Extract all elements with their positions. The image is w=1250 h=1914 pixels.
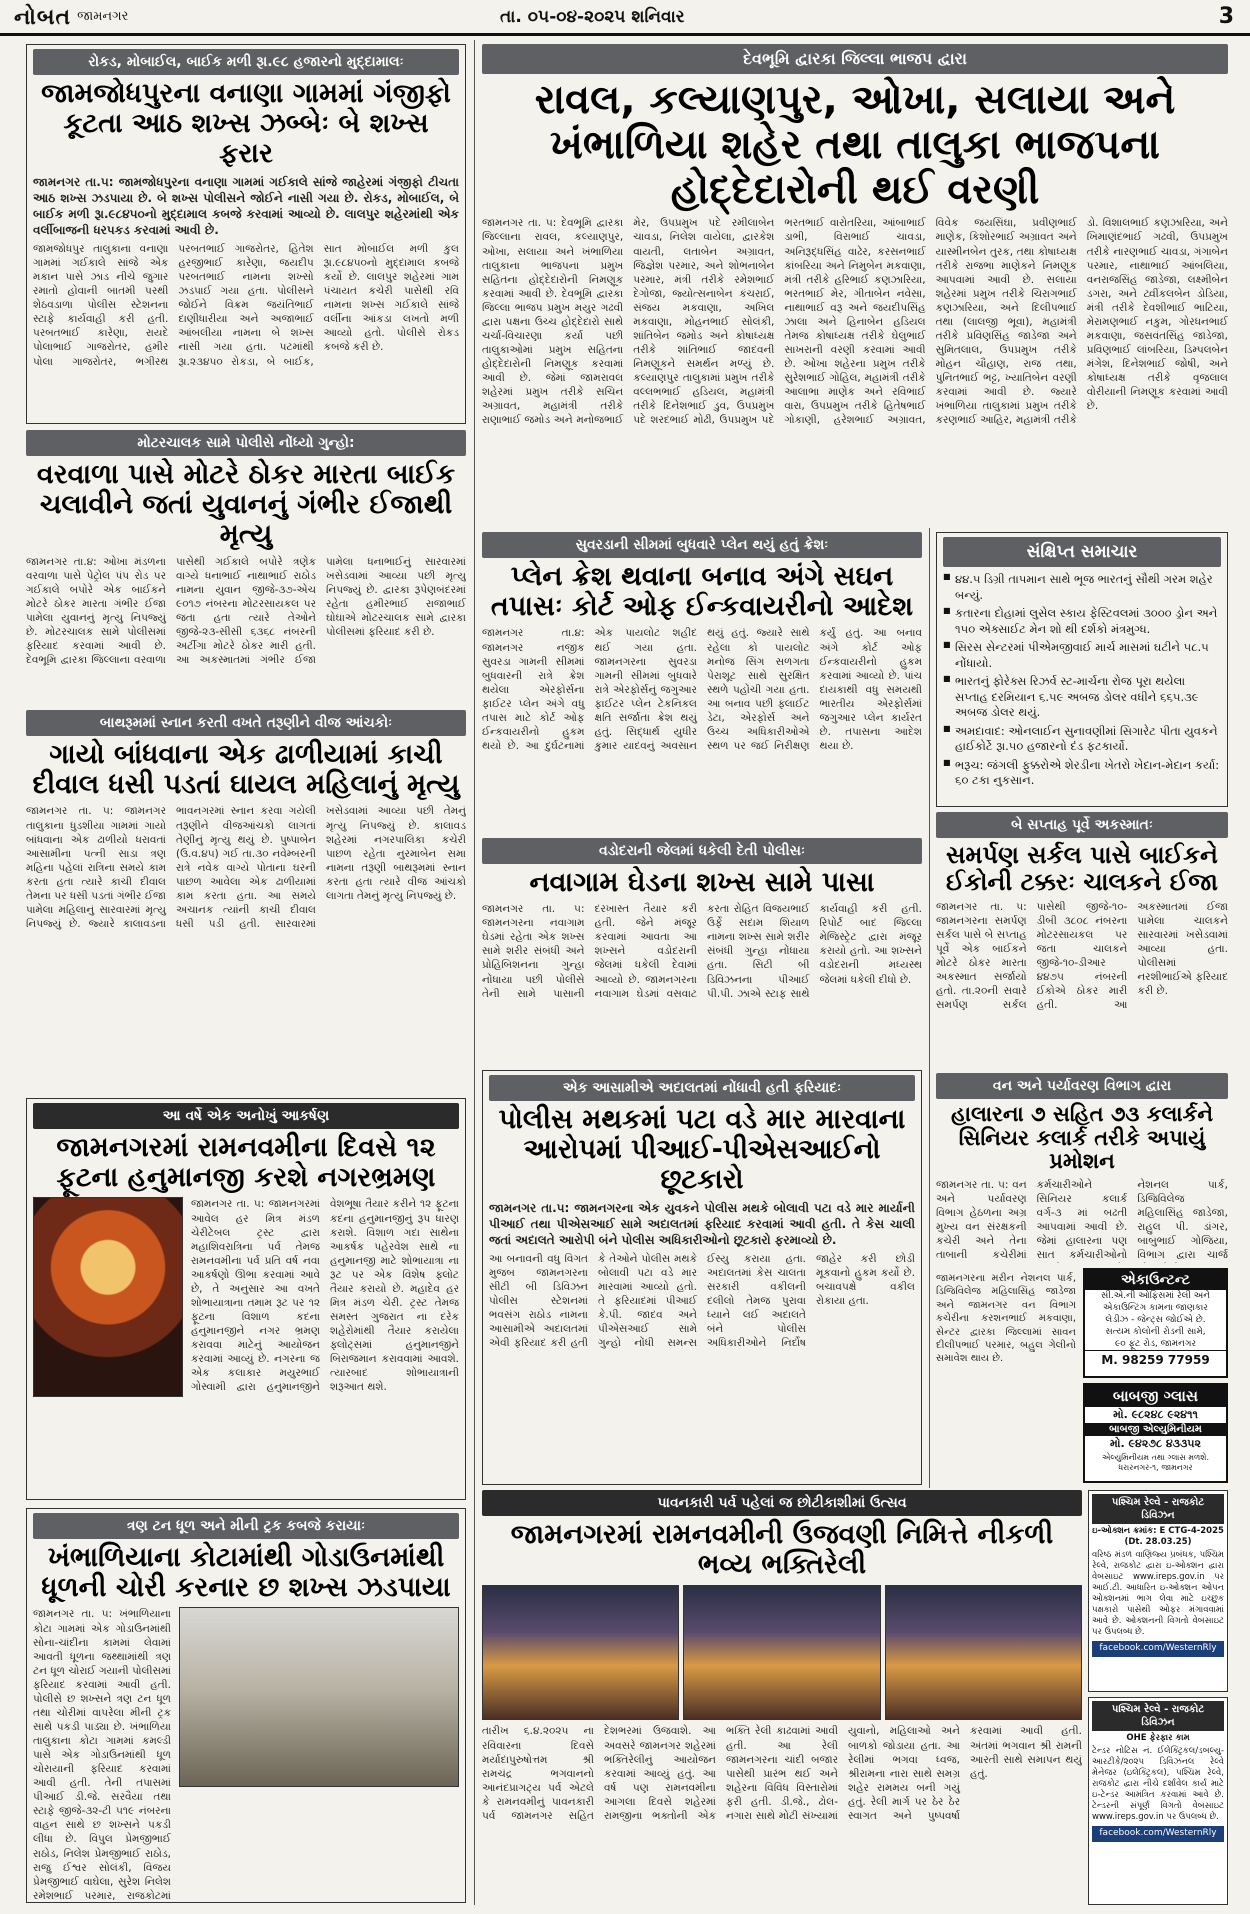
article-samarpan [936, 812, 1228, 1067]
article-headline: રાવલ, કલ્યાણપુર, ઓખા, સલાયા અને ખંભાળિયા શહેર તથા તાલુકા ભાજપના હોદ્દેદારોની થઈ વરણી [534, 77, 1176, 213]
briefs-kicker: સંક્ષિપ્ત સમાચાર [943, 537, 1221, 567]
article-kicker: આ વર્ષે એક અનોખું આકર્ષણ [33, 1103, 459, 1129]
accused-group-photo [179, 1607, 459, 1787]
article-kicker: પાવનકારી પર્વ પહેલાં જ છોટીકાશીમાં ઉત્સવ [482, 1490, 1082, 1516]
article-kicker: બે સપ્તાહ પૂર્વે અકસ્માતઃ [936, 812, 1228, 838]
ad-title: બાબજી ગ્લાસ [1085, 1385, 1226, 1407]
brief-item: ■ ૪૪.૫ ડિગ્રી તાપમાન સાથે ભૂજ ભારતનું સૌથી ગરમ શહેર બન્યું. [943, 572, 1221, 603]
article-body: જામજોધપુર તાલુકાના વનાણા ગામમાં ગઈકાલે સાંજે એક મકાન પાસે ઝાડ નીચે જુગાર રમાતો હોવાની બાતમી પરથી શેઠવડાળા પોલીસ સ્ટેશનના સ્ટાફે કાર્યવાહી કરી હતી. પરબતભાઈ કારેણા, રાયદે પોલાભાઈ ગાજરોતર, હમીર પોલા ગાજરોતર, ભગીરથ પરબતભાઈ ગાજરોતર, હિતેશ હરજીભાઈ કારેણા, જયદીપ પરબતભાઈ નામના શખ્સો ઝડપાઈ ગયા હતા. પોલીસને જોઈને વિક્રમ જયંતિભાઈ દાણીધારીયા અને અજાભાઈ આંબલીયા નામના બે શખ્સ નાસી ગયા હતા. પટમાંથી રૂા.૨૩૪૫૦ રોકડા, બે બાઈક, સાત મોબાઈલ મળી કુલ રૂા.૯૮૪૫૦નો મુદ્દામાલ કબજે કર્યો છે. લાલપુર શહેરમાં ગામ પંચાયત કચેરી પાસેથી રવિ નામના શખ્સ ગઈકાલે સાંજે વર્લીના આંકડા લખતો મળી આવ્યો હતો. પોલીસે રોકડ કબજે કરી છે. [33, 243, 459, 368]
rally-photo-1 [482, 1585, 679, 1720]
article-body: જામનગર તા. ૫: વન અને પર્યાવરણ વિભાગ હેઠળના અગ્ર મુખ્ય વન સંરક્ષકની કચેરી અને તેના તાબાની કચેરીમાં કર્મચારીઓને સિનિયર કલાર્ક વર્ગ-૩ માં બઢતી આપવામાં આવી છે. જેમાં હાલારના પણ સાત કર્મચારીઓનો નેશનલ પાર્ક, ડિજિવિલેજ મહિલાસિંહ જાડેજા, રાહુલ પી. ડાંગર, બાબુભાઈ ગોજિયા, વિભાગ દ્વારા ચાર્જ [936, 1178, 1228, 1261]
hanuman-photo [33, 1197, 183, 1397]
railway-notice-1 [1088, 1490, 1228, 1692]
article-kicker: મોટરચાલક સામે પોલીસે નોંધ્યો ગુન્હો: [26, 430, 466, 456]
article-headline: જામનગરમાં રામનવમીના દિવસે ૧૨ ફૂટના હનુમાનજી કરશે નગરભ્રમણ [56, 1132, 436, 1194]
notice-body: ટેન્ડર નોટિસ નં. ઈલેક્ટ્રિકલ/ડબલ્યુ-આરટીકે/૨૦૨૫ ડિવિઝનલ રેલ્વે મેનેજર (ઇલેક્ટ્રિકલ), પશ્ચિમ રેલ્વે, રાજકોટ દ્વારા નીચે દર્શાવેલ કાર્ય માટે ઇ-ટેન્ડર આમંત્રિત કરવામાં આવે છે. ટેન્ડરની સંપૂર્ણ વિગતો વેબસાઇટ www.ireps.gov.in પર ઉપલબ્ધ છે. [1092, 1746, 1224, 1823]
article-headline: પ્લેન ક્રેશ થવાના બનાવ અંગે સઘન તપાસઃ કોર્ટ ઓફ ઈન્કવાયરીનો આદેશ [490, 561, 914, 623]
article-headline: પોલીસ મથકમાં પટા વડે માર મારવાના આરોપમાં પીઆઈ-પીએસઆઈનો છૂટકારો [498, 1104, 906, 1196]
ad-line: લેડીઝ - જેન્ટ્સ જોઈએ છે. [1105, 1315, 1206, 1325]
ad-phone[interactable]: M. 98259 77959 [1085, 1350, 1226, 1369]
facebook-link[interactable]: facebook.com/WesternRly [1092, 1826, 1224, 1842]
ad-subtitle: બાબજી એલ્યુમિનીયમ [1085, 1423, 1226, 1436]
brief-item: ■ અમદાવાદ: ઓનલાઈન સુનાવણીમાં સિગારેટ પીતા યુવકને હાઈકોર્ટે રૂા.૫૦ હજારનો દંડ ફટકાર્યો. [943, 724, 1221, 755]
article-headline: સમર્પણ સર્કલ પાસે બાઈકને ઈકોની ટક્કરઃ ચાલકને ઈજા [946, 841, 1218, 896]
rally-photo-3 [885, 1585, 1082, 1720]
rally-photo-2 [683, 1585, 880, 1720]
article-body: જામનગર તા. ૫: દેવભૂમિ દ્વારકા જિલ્લાના રાવલ, કલ્યાણપુર, ઓખા, સલાયા અને ખંભાળિયા તાલુકાના ભાજપના પ્રમુખ સહિતના હોદ્દેદારોની નિમણૂક કરવામાં આવી છે. દેવભૂમિ દ્વારકા જિલ્લા ભાજપ પ્રમુખ મયુર ગઢવી દ્વારા પક્ષના ઉચ્ચ હોદ્દેદારો સાથે ચર્ચા-વિચારણા કર્યા પછી તાલુકાઓમાં પ્રમુખ સહિતના હોદ્દેદારોની નિમણૂક કરવામાં આવી છે. જેમાં જામરાવલ શહેરમાં પ્રમુખ તરીકે સચિન અગ્રાવત, મહામંત્રી તરીકે રાણાભાઈ જમોડ અને મનોજભાઈ મેર, ઉપપ્રમુખ પદે રમીલાબેન ચાવડા, નિલેશ વાયેલા, દ્વારકેશ વાયતી, લતાબેન અગ્રાવત, જિજ્ઞેશ પરમાર, અને શોભનાબેન પરમાર, મંત્રી તરીકે રમેશભાઈ દેગોજા, જ્યોત્સનાબેન કંચરાઈ, સંજય મકવાણા, અખિલ મકવાણા, મોહનભાઈ સોલંકી, શાંતિબેન જમોડ અને કોષાધ્યક્ષ તરીકે શાંતિભાઈ જાદવની નિમણૂકને સમર્થન મળ્યું છે. કલ્યાણપુર તાલુકામાં પ્રમુખ તરીકે વલ્લભભાઈ હડિયલ, મહામંત્રી તરીકે દિનેશભાઈ ડુવ, ઉપપ્રમુખ પદે શરદભાઈ મોઢી, ઉપપ્રમુખ પદે ભરતભાઈ વારોતરિયા, આંબાભાઈ ડાભી, વિરાભાઈ ચાવડા, અનિરૂદ્ધસિંહ વાઢેર, કરસનભાઈ કાંબરિયા અને નિમુબેન મકવાણા, મંત્રી તરીકે હરિભાઈ કણઝારિયા, ભરતભાઈ મેર, ગીતાબેન નવેસા, નાથાભાઈ વરૂ અને જયદીપસિંહ ઝાલા અને હિનાબેન હડિયલ તેમજ કોષાધ્યક્ષ તરીકે ઘેલુભાઈ સાખરાની વરણી કરવામાં આવી છે. ઓખા શહેરના પ્રમુખ તરીકે સુરેશભાઈ ગોહિલ, મહામંત્રી તરીકે આલાભા માણેક અને રવિભાઈ વારા, ઉપપ્રમુખ તરીકે હિતેષભાઈ ગોકાણી, હરેશભાઈ અગ્રાવત, વિવેક જયસિંઘા, પ્રવીણભાઈ માણેક, કિશોરભાઈ અગ્રાવત અને યાસ્મીનબેન તુરક, તથા કોષાધ્યક્ષ તરીકે રાજભા માણેકને નિમણૂક આપવામાં આવી છે. સલાયા શહેરમાં પ્રમુખ તરીકે ચિરાગભાઈ કણઝારિયા, અને દિલીપભાઈ તથા (લાલજી ભૂવા), મહામંત્રી તરીકે પ્રવિણસિંહ જાડેજા અને સુમિતલાલ, ઉપપ્રમુખ તરીકે મોહન ચૌહાણ, રાજ તથા, પુનિતભાઈ ભટ્ટ, ખ્યાતિબેન વરણી કરવામાં આવી છે. જ્યારે ખંભાળિયા તાલુકામાં પ્રમુખ તરીકે કરણભાઈ આહિર, મહામંત્રી તરીકે ડો. વિશાલભાઈ કણઝારિયા, અને ખિમાણંદભાઈ ગઢવી, ઉપપ્રમુખ તરીકે નારણભાઈ ચાવડા, ગંગાબેન પરમાર, નાથાભાઈ આંબલિયા, વનરાજસિંહ જાડેજા, લક્ષ્મીબેન ડગરા, અને ટ્વીંકલબેન ડોડિયા, મંત્રી તરીકે દેવશીભાઈ ભાટિયા, મેરામણભાઈ નકુમ, ગોરધનભાઈ મકવાણા, જસવંતસિંહ જાડેજા, પ્રવિણભાઈ લાંબરિયા, ડિમ્પલબેન મંગેશ, દિનેશભાઈ જોષી, અને કોષાધ્યક્ષ તરીકે વૃજલાલ વોરીયાની નિમણૂક કરવામાં આવી છે. [482, 217, 1228, 427]
article-forest-continued [936, 1268, 1076, 1468]
article-headline: નવાગામ ઘેડના શખ્સ સામે પાસા [529, 867, 875, 898]
ad-line: સી.એ.ની ઓફિસમાં રેલી અને [1101, 1291, 1210, 1301]
article-rally [482, 1490, 1082, 1905]
article-headline: ખંભાળિયાના કોટામાંથી ગોડાઉનમાંથી ધૂળની ચોરી કરનાર છ શખ્સ ઝડપાયા [41, 1542, 451, 1604]
article-body: જામનગર તા. ૫: જામનગરમાં આવેલ હર મિત્ર મંડળ ચેરીટેબલ ટ્રસ્ટ દ્વારા મહાશિવરાત્રિના પર્વ તેમજ રામનવમીના પર્વ પ્રતિ વર્ષ નવા આકર્ષણો ઊભા કરવામાં આવે છે, તે અનુસાર આ વખતે શોભાયાત્રાના તમામ રૂટ પર ૧૨ ફૂટના વિશાળ કદના હનુમાનજીને નગર ભ્રમણ કરાવવા માટેનું આયોજન કરવામાં આવ્યું છે. નગરના જ એક કલાકાર મયુરભાઈ ગોસ્વામી દ્વારા હનુમાનજીને વેશભૂષા તૈયાર કરીને ૧૨ ફૂટના કદના હનુમાનજીનું રૂપ ધારણ કરાશે. વિશાળ ગદા સાથેના આકર્ષક પહેરવેશ સાથે ના હનુમાનજી માટે શોભાયાત્રા ના રૂટ પર એક વિશેષ ફ્લોટ તૈયાર કરાયો છે. મહાદેવ હર મિત્ર મંડળ ચેરી. ટ્રસ્ટ તેમજ સમસ્ત ગુજરાત ના દરેક શહેરોમાંથી તૈયાર કરાયેલા ફ્લોટ્સમાં હનુમાનજીને બિરાજમાન કરાવવામાં આવશે. ત્યારબાદ શોભાયાત્રાની શરૂઆત થશે. [191, 1198, 459, 1394]
notice-body: વરિષ્ઠ મંડળ વાણિજ્ય પ્રબંધક, પશ્ચિમ રેલ્વે, રાજકોટ દ્વારા ઇ-ઓક્શન દ્વારા વેબસાઇટ www.ireps.gov.in પર આઈ.ટી. આધારિત ઇ-ઓક્શન ઓપન ઓક્શનમાં ભાગ લેવા માટે ઇચ્છુક પક્ષકારો પાસેથી ઓફર મંગાવવામાં આવે છે. ઓક્શનની વિગતો વેબસાઇટ પર ઉપલબ્ધ છે. [1092, 1550, 1224, 1638]
article-body: જામનગર તા.૪: ઓખા મંડળના વરવાળા પાસે પેટ્રોલ પંપ રોડ પર ગઈકાલે બપોરે એક બાઈકને મોટરે ઠોકર મારતા ગંભીર ઈજા પામેલા યુવાનનું મૃત્યુ નિપજ્યું છે. મોટરચાલક સામે પોલીસમાં ફરિયાદ કરવામાં આવી છે. દેવભૂમિ દ્વારકા જિલ્લાના વરવાળા પાસેથી ગઈકાલે બપોરે ત્રણેક વાગ્યે ધનાભાઈ નાથાભાઈ રાઠોડ નામના યુવાન જીજે-૩૭-એચ ૯૦૧૭ નંબરના મોટરસાયકલ પર જતા હતા ત્યારે તેઓને જીજે-૨૩-સીસી ૬૩૬૮ નંબરની અર્ટીગા મોટરે ઠોકર મારી હતી. આ અકસ્માતમાં ગંભીર ઈજા પામેલા ધનાભાઈનું સારવારમાં ખસેડવામાં આવ્યા પછી મૃત્યુ નિપજ્યું છે. દ્વારકા રૂપેણબંદરમાં રહેતા હમીરભાઈ રાજાભાઈ ઘોઘાએ મોટરચાલક સામે દ્વારકા પોલીસમાં ફરિયાદ કરી છે. [26, 555, 466, 667]
brief-item: ■ સિરસ સેન્ટરમાં પીએમજીવાઈ માર્ચ માસમાં ઘટીને ૫૮.૫ નોંધાયો. [943, 640, 1221, 671]
notice-heading: પશ્ચિમ રેલ્વે - રાજકોટ ડિવિઝન [1092, 1494, 1224, 1524]
brief-item: ■ કતારના દોહામાં લુસેલ સ્કાય ફેસ્ટિવલમાં ૩૦૦૦ ડ્રોન અને ૧૫૦ એક્સાઈટ મેન શો થી દર્શકો મંત્રમુગ્ધ. [943, 606, 1221, 637]
article-bathroom [26, 710, 466, 1090]
newspaper-logo: નોબત [14, 3, 72, 30]
ad-babji-glass[interactable] [1083, 1383, 1228, 1483]
notice-sub: OHE ફેરફાર કામ [1126, 1733, 1190, 1743]
article-body-continued: જામનગરના મરીન નેશનલ પાર્ક, ડિજિવિલેજ મહિલાસિંહ જાડેજા અને જામનગર વન વિભાગ કચેરીના કરશનભાઈ મકવાણા, સેન્ટર દ્વારકા જિલ્લામાં સાવન દીલીપભાઈ પરમાર, બહુલ ગેલીનો સમાવેશ થાય છે. [936, 1273, 1076, 1365]
article-jamjodhpur [26, 44, 466, 424]
article-body: આ બનાવની વધુ વિગત મુજબ જામનગરના સીટી બી ડિવિઝન પોલીસ સ્ટેશનમાં ભવસંગ રાઠોડ નામના આસામીએ અદાલતમાં એવી ફરિયાદ કરી હતી કે તેઓને પોલીસ મથકે બોલાવી પટા વડે માર મારવામાં આવ્યો હતો. તે ફરિયાદમાં પીઆઈ કે.પી. જાદવ અને પીએસઆઈ સામે ગુન્હો નોંધી સમન્સ ઈસ્યુ કરાયા હતા. અદાલતમાં કેસ ચાલતા સરકારી વકીલની દલીલો તેમજ પુરાવા ધ્યાને લઈ અદાલતે બંને પોલીસ અધિકારીઓને નિર્દોષ જાહેર કરી છોડી મૂકવાનો હુકમ કર્યો છે. બચાવપક્ષે વકીલ રોકાયા હતા. [489, 1252, 915, 1350]
article-kicker: દેવભૂમિ દ્વારકા જિલ્લા ભાજપ દ્વારા [482, 44, 1228, 74]
masthead [0, 0, 1250, 36]
article-body: જામનગર તા. ૫: જામનગર તાલુકાના ધુડશીયા ગામમાં ગાયો બાંધવાના એક ઢાળીયો ધરાવતાં આસામીના પત્ની સાડા ત્રણ મહિના પહેલાં રાત્રિના સમયે કામ કરતા હતા ત્યારે કાચી દીવાલ તેમના પર ધસી પડતાં ગંભીર ઈજા પામેલા મહિલાનું સારવારમાં મૃત્યુ નિપજ્યું છે. જ્યારે કાલાવડના ભાવનગરમાં સ્નાન કરવા ગયેલી તરૂણીને વીજઆંચકો લાગતાં તેણીનું મૃત્યુ થયું છે. પુષ્પાબેન (ઉ.વ.૪૫) ગઈ તા.૩૦ નવેમ્બરની રાત્રે નવેક વાગ્યે પોતાના ઘરની પાછળ આવેલા એક ઢાળીયામાં કામ કરતા હતા. આ સમયે અચાનક ત્યાંની કાચી દીવાલ ધસી પડી હતી. સારવારમાં ખસેડવામાં આવ્યા પછી તેમનું મૃત્યુ નિપજ્યું છે. કાલાવડ શહેરમાં નગરપાલિકા કચેરી પાછળ રહેતા નુરમાબેન સમા નામના તરૂણી બાથરૂમમાં સ્નાન કરતા હતા ત્યારે વીજ આંચકો લાગતા તેમનું મૃત્યુ નિપજ્યું છે. [26, 805, 466, 930]
article-police-station [482, 1070, 922, 1485]
notice-heading: પશ્ચિમ રેલ્વે - રાજકોટ ડિવિઝન [1092, 1701, 1224, 1731]
ad-phone[interactable]: મો. ૯૮૨૪૮ ૯૨૪૧૧ [1113, 1408, 1198, 1421]
column-rule [929, 528, 930, 1488]
article-vadodara [482, 838, 922, 1063]
briefs-list [943, 572, 1221, 789]
article-kicker: સુવરડાની સીમમાં બુધવારે પ્લેન થયું હતું ક્રેશઃ [482, 532, 922, 558]
ad-line: એકાઉન્ટિંગ કામના જાણકાર [1103, 1303, 1208, 1313]
article-body: તારીખ ૬.૪.૨૦૨૫ ના રવિવારના દિવસે મર્યાદાપુરુષોત્તમ શ્રી રામચંદ્ર ભગવાનનો આનંદપ્રાગટ્ય પર્વ એટલે કે રામનવમીનું પાવનકારી પર્વ જામનગર સહિત દેશભરમાં ઉજવાશે. આ અવસરે જામનગર શહેરમાં ભક્તિરેલીનું આયોજન કરવામાં આવ્યું હતું. આ વર્ષ પણ રામનવમીના આગલા દિવસે શહેરમાં રામજીના ભક્તોની એક ભક્તિ રેલી કાઢવામાં આવી હતી. આ રેલી જામનગરના ચાંદી બજાર પાસેથી પ્રારંભ થઈ અને શહેરના વિવિધ વિસ્તારોમાં ફરી હતી. ડી.જે., ઢોલ-નગારા સાથે મોટી સંખ્યામાં યુવાનો, મહિલાઓ અને બાળકો જોડાયા હતા. આ રેલીમાં ભગવા ધ્વજ, શ્રીરામના નારા સાથે સમગ્ર શહેર રામમય બની ગયું હતું. રેલી માર્ગ પર ઠેર ઠેર સ્વાગત અને પુષ્પવર્ષા કરવામાં આવી હતી. અંતમાં ભગવાન શ્રી રામની આરતી સાથે સમાપન થયું હતું. [482, 1725, 1082, 1822]
article-headline: જામજોધપુરના વનાણા ગામમાં ગંજીફો કૂટતા આઠ શખ્સ ઝબ્બેઃ બે શખ્સ ફરાર [41, 78, 451, 170]
ad-accountant[interactable] [1083, 1268, 1228, 1378]
article-varvala [26, 430, 466, 705]
ad-title: એકાઉન્ટન્ટ [1085, 1270, 1226, 1290]
briefs-box [936, 532, 1228, 807]
page-number: 3 [1218, 4, 1234, 29]
article-headline: ગાયો બાંધવાના એક ઢાળીયામાં કાચી દીવાલ ધસી પડતાં ઘાયલ મહિલાનું મૃત્યુ [32, 739, 460, 801]
ad-line: સત્યમ કોલોની રોડની સામે, [1105, 1327, 1206, 1337]
article-kicker: બાથરૂમમાં સ્નાન કરતી વખતે તરૂણીને વીજ આંચકોઃ [26, 710, 466, 736]
ad-address: એલ્યુમિનીયમ તથા ગ્લાસ મળશે. ધરારનગર-૧, જામનગર [1101, 1453, 1209, 1472]
ad-line: ૯૦ ફૂટ રોડ, જામનગર [1114, 1339, 1197, 1349]
article-kicker: ત્રણ ટન ધૂળ અને મીની ટ્રક કબજે કરાયાઃ [33, 1513, 459, 1539]
article-bjp [482, 44, 1228, 524]
article-kicker: રોકડ, મોબાઈલ, બાઈક મળી રૂા.૯૮ હજારનો મુદ્દામાલઃ [33, 49, 459, 75]
article-plane [482, 532, 922, 832]
ad-phone[interactable]: મો. ૯૪૨૭૮ ૪૩૩૫૨ [1110, 1437, 1201, 1450]
issue-date: તા. ૦૫-૦૪-૨૦૨૫ શનિવાર [500, 6, 685, 27]
facebook-link[interactable]: facebook.com/WesternRly [1092, 1641, 1224, 1657]
article-body: જામનગર તા. ૫: જામનગરના સમર્પણ સર્કલ પાસે બે સપ્તાહ પૂર્વે એક બાઈકને મોટરે ઠોકર મારતા અકસ્માત સર્જાયો હતો. તા.૨૦ની સવારે સમર્પણ સર્કલ પાસેથી જીજે-૧૦-ડીબી ૩૮૦૮ નંબરના મોટરસાયકલ પર જતા ચાલકને જીજે-૧૦-ડીઆર ૪૪૭૫ નંબરની ઈકોએ ઠોકર મારી હતી. આ અકસ્માતમાં ઈજા પામેલા ચાલકને સારવારમાં ખસેડવામાં આવ્યા હતા. પોલીસમાં નરશીભાઈએ ફરિયાદ કરી છે. [936, 900, 1228, 1012]
article-khambhalia [26, 1508, 466, 1903]
newspaper-city: જામનગર [77, 9, 129, 24]
brief-item: ■ ભારતનું ફોરેક્સ રિઝર્વ સ્ટ-માર્ચના રોજ પૂરા થયેલા સપ્તાહ દરમિયાન ૬.૫૯ અબજ ડોલર વધીને ૬૬૫.૩૯ અબજ ડોલર થયું. [943, 674, 1221, 721]
article-headline: વરવાળા પાસે મોટરે ઠોકર મારતા બાઈક ચલાવીને જતાં યુવાનનું ગંભીર ઈજાથી મૃત્યુ [36, 459, 456, 551]
article-headline: હાલારના ૭ સહિત ૭૩ કલાર્કને સિનિયર કલાર્ક તરીકે અપાયું પ્રમોશન [950, 1102, 1214, 1174]
brief-item: ■ ભરૂચ: જંગલી ફુક્કરોએ શેરડીના ખેતરો ખેદાન-મેદાન કર્યા: ૬૦ ટકા નુકસાન. [943, 758, 1221, 789]
article-kicker: વડોદરાની જેલમાં ધકેલી દેતી પોલીસઃ [482, 838, 922, 864]
article-body: જામનગર તા. ૫: જામનગરના નવાગામ ઘેડમાં રહેતા એક શખ્સ સામે શરીર સંબંધી અને પ્રોહિબિશનના ગુન્હા નોંધાયા પછી પોલીસે તેની સામે પાસાની દરખાસ્ત તૈયાર કરી હતી. જેને મંજૂર કરવામાં આવતા આ શખ્સને વડોદરાની જેલમાં ધકેલી દેવામાં આવ્યો છે. જામનગરના નવાગામ ઘેડમાં વસવાટ કરતા રોહિત વિજયભાઈ ઉર્ફે સદામ શિયાળ નામના શખ્સ સામે શરીર સંબંધી ગુન્હા નોંધાયા હતા. સિટી બી ડિવિઝનના પીઆઈ પી.પી. ઝાએ સ્ટાફ સાથે કાર્યવાહી કરી હતી. રિપોર્ટ બાદ જિલ્લા મેજિસ્ટ્રેટ દ્વારા મંજૂર કરાયો હતો. આ શખ્સને વડોદરાની મધ્યસ્થ જેલમાં ધકેલી દીધો છે. [482, 903, 922, 1000]
article-headline: જામનગરમાં રામનવમીની ઉજવણી નિમિત્તે નીકળી ભવ્ય ભક્તિરેલી [510, 1519, 1054, 1581]
article-lead: જામનગર તા.૫: જામજોધપુરના વનાણા ગામમાં ગઈકાલે સાંજે જાહેરમાં ગંજીફો ટીચતા આઠ શખ્સ ઝડપાયા છે. બે શખ્સ પોલીસને જોઈને નાસી ગયા છે. રોકડ, મોબાઈલ, બે બાઈક મળી રૂા.૯૮૪૫૦નો મુદ્દામાલ કબજે કરવામાં આવ્યો છે. લાલપુર શહેરમાંથી એક વર્લીબાજની ધરપકડ કરવામાં આવી છે. [33, 174, 459, 237]
article-ramnavami [26, 1098, 466, 1500]
railway-notice-2 [1088, 1697, 1228, 1905]
notice-sub: ઇ-ઓક્શન ક્રમાંક: E CTG-4-2025 (Dt. 28.03.25) [1092, 1526, 1224, 1548]
article-forest [936, 1073, 1228, 1263]
column-rule [474, 40, 475, 1905]
article-body: જામનગર તા. ૫: ખંભાળિયાના કોટા ગામમાં એક ગોડાઉનમાંથી સોના-ચાંદીના કામમાં લેવામાં આવતી ધૂળના જથ્થામાંથી ત્રણ ટન ધૂળ ચોરાઈ ગયાની પોલીસમાં ફરિયાદ કરવામાં આવી હતી. પોલીસે છ શખ્સને ત્રણ ટન ધૂળ તથા ચોરીમાં વાપરેલા મીની ટ્રક સાથે પકડી પાડ્યા છે. ખંભાળિયા તાલુકાના કોટા ગામમાં કમલ્ડી પાસે એક ગોડાઉનમાંથી ધૂળ ચોરાયાની ફરિયાદ કરવામાં આવી હતી. તેની તપાસમાં પીઆઈ ડી.જે. સરવૈયા તથા સ્ટાફે જીજે-૩૨-ટી ૫૧૯ નંબરના વાહન સાથે છ શખ્સને પકડી લીધા છે. વિપુલ પ્રેમજીભાઈ રાઠોડ, નિલેશ પ્રેમજીભાઈ રાઠોડ, રાજુ ઈશ્વર સોલંકી, વિજય પ્રેમજીભાઈ વાઘેલા, સુરેશ નિલેશ રમેશભાઈ પરમાર, રાજકોટમાં [33, 1608, 171, 1902]
article-body: જામનગર તા.૪: જામનગર નજીક સુવરડા ગામની સીમમાં બુધવારની રાત્રે ક્રેશ થયેલા એરફોર્સના ફાઈટર પ્લેન અંગે વધુ તપાસ માટે કોર્ટ ઓફ ઈન્કવાયરીનો હુકમ થયો છે. આ દુર્ઘટનામાં એક પાયલોટ શહીદ થઈ ગયા હતા. જામનગરના સુવરડા ગામની સીમમાં બુધવારે રાત્રે એરફોર્સનું જગુઆર ફાઈટર પ્લેન ટેકનિકલ ક્ષતિ સર્જાતા ક્રેશ થયું હતું. સિદ્ધાર્થ યુધીર કુમાર યાદવનું અવસાન થયું હતું. જ્યારે સાથે રહેલા કો પાયલોટ મનોજ સિંગ સળગતા પેરાશૂટ સાથે સુરક્ષિત સ્થળે પહોંચી ગયા હતા. આ બનાવ પછી ફ્લાઈટ ડેટા, એરફોર્સ અને ઉચ્ચ અધિકારીઓએ સ્થળ પર જઈ નિરીક્ષણ કર્યું હતું. આ બનાવ અંગે કોર્ટ ઓફ ઈન્કવાયરીનો હુકમ કરવામાં આવ્યો છે. પાંચ દાયકાથી વધુ સમયથી ભારતીય એરફોર્સમાં જગુઆર પ્લેન કાર્યરત છે. તપાસના આદેશ થયા છે. [482, 627, 922, 752]
article-kicker: એક આસામીએ અદાલતમાં નોંધાવી હતી ફરિયાદઃ [489, 1075, 915, 1101]
article-lead: જામનગર તા.૫: જામનગરના એક યુવકને પોલીસ મથકે બોલાવી પટા વડે માર માર્યાની પીઆઈ તથા પીએસઆઈ સામે અદાલતમાં ફરિયાદ કરવામાં આવી હતી. તે કેસ ચાલી જતાં અદાલતે આરોપી બંને પોલીસ અધિકારીઓનો છૂટકારો ફરમાવ્યો છે. [489, 1200, 915, 1247]
article-kicker: વન અને પર્યાવરણ વિભાગ દ્વારા [936, 1073, 1228, 1099]
